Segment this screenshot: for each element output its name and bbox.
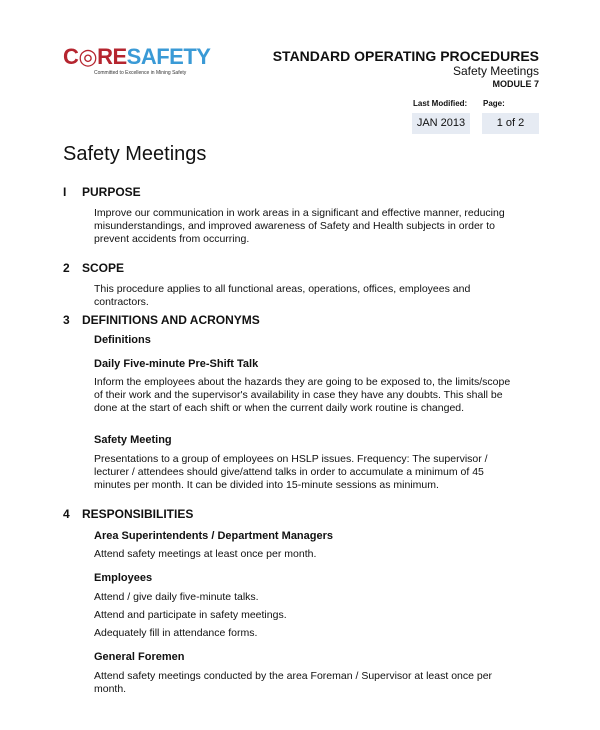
list-item: Adequately fill in attendance forms.	[94, 627, 258, 639]
term-daily-talk-text: Inform the employees about the hazards they are going to be exposed to, the limits/scope of their work and the supervisor's availability in case they have any doubts. This shall be done at the start of each shift or when the current daily work routine is changed.	[94, 376, 511, 414]
role-superintendents: Area Superintendents / Department Managers	[94, 530, 334, 542]
header-subtitle: Safety Meetings	[452, 64, 539, 78]
logo-wordmark: C◎RESAFETY	[63, 44, 211, 69]
term-daily-talk: Daily Five-minute Pre-Shift Talk	[94, 358, 259, 370]
section-purpose-heading: I PURPOSE	[63, 185, 141, 199]
coresafety-logo	[63, 44, 211, 76]
scope-text: This procedure applies to all functional areas, operations, offices, employees and contractors.	[94, 283, 471, 308]
logo-tagline: Committed to Excellence in Mining Safety	[94, 70, 187, 76]
header-title: STANDARD OPERATING PROCEDURES	[272, 48, 539, 64]
list-item: Attend and participate in safety meetings.	[94, 609, 287, 621]
section-scope-heading: 2 SCOPE	[63, 261, 125, 275]
role-employees: Employees	[94, 572, 153, 584]
purpose-text: Improve our communication in work areas in a significant and effective manner, reducing misunderstandings, and improved awareness of Safety and Health subjects in order to prevent accidents from occurring.	[94, 207, 505, 245]
page-label: Page:	[483, 99, 505, 108]
section-definitions-heading: 3 DEFINITIONS AND ACRONYMS	[63, 313, 260, 327]
role-superintendents-text: Attend safety meetings at least once per month.	[94, 548, 317, 560]
definitions-subheading: Definitions	[94, 334, 151, 346]
list-item: Attend / give daily five-minute talks.	[94, 591, 259, 603]
term-safety-meeting-text: Presentations to a group of employees on HSLP issues. Frequency: The supervisor / lecturer / attendees should give/attend talks in order to accumulate a minimum of 45 minutes per month. It can be divided into 15-minute sessions as minimum.	[94, 453, 488, 491]
header-module: MODULE 7	[492, 79, 539, 89]
logo-ring-icon: ◎	[78, 44, 98, 69]
document-title: Safety Meetings	[63, 143, 207, 165]
page-number-value: 1 of 2	[482, 113, 539, 134]
last-modified-label: Last Modified:	[413, 99, 468, 108]
term-safety-meeting: Safety Meeting	[94, 434, 172, 446]
last-modified-value: JAN 2013	[412, 113, 470, 134]
role-general-foremen-text: Attend safety meetings conducted by the area Foreman / Supervisor at least once per month.	[94, 670, 493, 695]
section-responsibilities-heading: 4 RESPONSIBILITIES	[63, 507, 194, 521]
role-general-foremen: General Foremen	[94, 651, 185, 663]
